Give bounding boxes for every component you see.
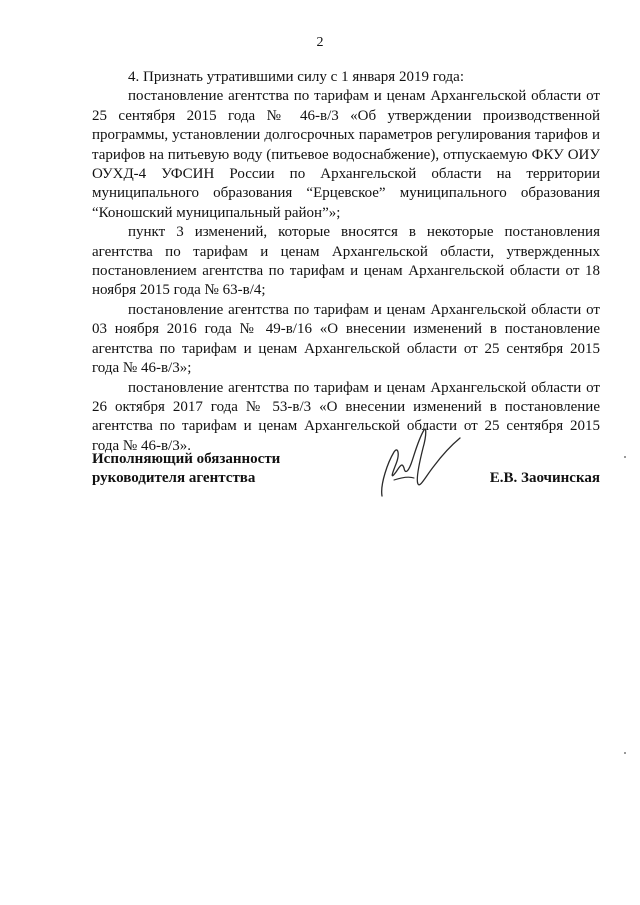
signer-title — [92, 450, 280, 488]
signature-loop — [394, 477, 414, 480]
paragraph-point-3: пункт 3 изменений, которые вносятся в некоторые постановления агентства по тарифам и ценам Архангельской области, утвержденных постановлением агентства по тарифам и ценам Архангельской области от 18 ноября 2015 года № 63-в/4; — [92, 224, 600, 299]
signature-stroke — [382, 429, 460, 496]
signature-block — [92, 450, 600, 510]
signer-title-line1: Исполняющий обязанности — [92, 451, 281, 467]
page-number: 2 — [316, 35, 324, 50]
signer-title-line2: руководителя агентства — [92, 470, 256, 486]
paragraph-decree-49: постановление агентства по тарифам и ценам Архангельской области от 03 ноября 2016 года № 49-в/16 «О внесении изменений в постановление агентства по тарифам и ценам Архангельской области от 25 сентября 2015 года № 46-в/3»; — [92, 301, 600, 377]
paragraph-decree-46: постановление агентства по тарифам и ценам Архангельской области от 25 сентября 2015 года № 46-в/3 «Об утверждении производственной программы, установлении долгосрочных параметров регулирования тарифов и тарифов на питьевую воду (питьевое водоснабжение), отпускаемую ФКУ ОИУ ОУХД-4 УФСИН России по Архангельской области на территории муниципального образования “Ерцевское” муниципального образования “Коношский муниципальный район”»; — [92, 88, 600, 221]
paragraph-decree-53: постановление агентства по тарифам и ценам Архангельской области от 26 октября 2017 года № 53-в/3 «О внесении изменений в постановление агентства по тарифам и ценам Архангельской области от 25 сентября 2015 года № 46-в/3». — [92, 379, 600, 454]
scan-dot — [624, 456, 626, 458]
signer-name: Е.В. Заочинская — [489, 470, 600, 486]
handwritten-signature-icon — [374, 418, 464, 508]
scan-dot — [624, 752, 626, 754]
paragraph-item-4: 4. Признать утратившими силу с 1 января 2019 года: — [128, 69, 464, 85]
document-body — [92, 68, 600, 456]
